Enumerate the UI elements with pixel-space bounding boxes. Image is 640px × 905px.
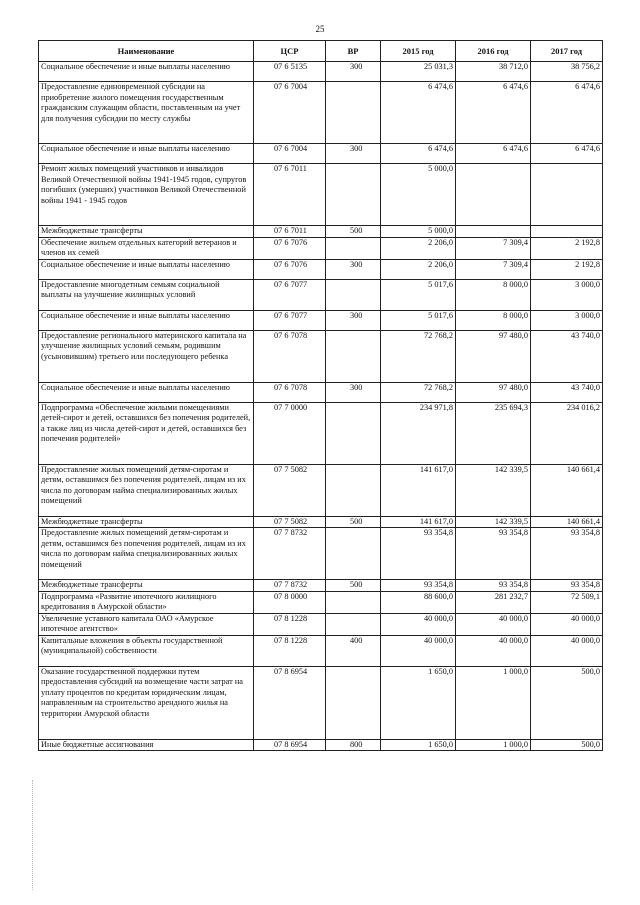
row-name: Предоставление жилых помещений детям-сиротам и детям, оставшимся без попечения родителей, лицам из их числа по договорам найма специализированных жилых помещений bbox=[39, 464, 254, 516]
row-name: Предоставление многодетным семьям социальной выплаты на улучшение жилищных условий bbox=[39, 279, 254, 310]
row-2017: 234 016,2 bbox=[531, 402, 603, 464]
header-2017: 2017 год bbox=[531, 41, 603, 62]
row-2016: 1 000,0 bbox=[456, 739, 531, 751]
row-vr bbox=[326, 330, 381, 382]
row-code: 07 6 7011 bbox=[254, 164, 326, 226]
row-vr: 500 bbox=[326, 226, 381, 238]
row-code: 07 7 5082 bbox=[254, 516, 326, 528]
row-code: 07 8 1228 bbox=[254, 635, 326, 666]
row-2015: 2 206,0 bbox=[381, 259, 456, 279]
row-2016: 7 309,4 bbox=[456, 259, 531, 279]
row-vr bbox=[326, 164, 381, 226]
row-2015: 40 000,0 bbox=[381, 635, 456, 666]
row-2017: 500,0 bbox=[531, 739, 603, 751]
row-code: 07 6 7077 bbox=[254, 279, 326, 310]
table-row bbox=[39, 382, 603, 402]
row-vr bbox=[326, 82, 381, 144]
row-2017: 40 000,0 bbox=[531, 635, 603, 666]
row-vr bbox=[326, 613, 381, 635]
table-row bbox=[39, 635, 603, 666]
row-code: 07 6 7004 bbox=[254, 82, 326, 144]
row-2015: 1 650,0 bbox=[381, 739, 456, 751]
row-name: Предоставление жилых помещений детям-сиротам и детям, оставшимся без попечения родителей, лицам из их числа по договорам найма специализированных жилых помещений bbox=[39, 528, 254, 580]
row-2016: 40 000,0 bbox=[456, 635, 531, 666]
row-vr bbox=[326, 666, 381, 739]
row-vr: 300 bbox=[326, 62, 381, 82]
row-2017: 38 756,2 bbox=[531, 62, 603, 82]
row-2015: 2 206,0 bbox=[381, 237, 456, 259]
table-row bbox=[39, 82, 603, 144]
budget-table bbox=[38, 40, 603, 751]
row-2015: 1 650,0 bbox=[381, 666, 456, 739]
row-name: Иные бюджетные ассигнования bbox=[39, 739, 254, 751]
row-2015: 25 031,3 bbox=[381, 62, 456, 82]
row-2017: 93 354,8 bbox=[531, 528, 603, 580]
row-2017 bbox=[531, 226, 603, 238]
row-2016: 6 474,6 bbox=[456, 144, 531, 164]
row-2015: 5 000,0 bbox=[381, 164, 456, 226]
table-row bbox=[39, 528, 603, 580]
row-2017: 6 474,6 bbox=[531, 82, 603, 144]
table-row bbox=[39, 580, 603, 592]
row-name: Обеспечение жильем отдельных категорий ветеранов и членов их семей bbox=[39, 237, 254, 259]
row-code: 07 6 7076 bbox=[254, 237, 326, 259]
row-vr: 500 bbox=[326, 580, 381, 592]
table-row bbox=[39, 226, 603, 238]
row-vr: 300 bbox=[326, 310, 381, 330]
row-2016: 97 480,0 bbox=[456, 382, 531, 402]
row-2017: 43 740,0 bbox=[531, 382, 603, 402]
row-2017: 40 000,0 bbox=[531, 613, 603, 635]
table-row bbox=[39, 591, 603, 613]
row-2016: 6 474,6 bbox=[456, 82, 531, 144]
row-2016: 142 339,5 bbox=[456, 516, 531, 528]
row-name: Социальное обеспечение и иные выплаты населению bbox=[39, 144, 254, 164]
table-row bbox=[39, 144, 603, 164]
header-csr: ЦСР bbox=[254, 41, 326, 62]
row-2015: 5 017,6 bbox=[381, 310, 456, 330]
row-code: 07 8 6954 bbox=[254, 739, 326, 751]
table-row bbox=[39, 613, 603, 635]
table-row bbox=[39, 259, 603, 279]
row-name: Предоставление регионального материнского капитала на улучшение жилищных условий семьям, родившим (усыновившим) третьего или последующего ребенка bbox=[39, 330, 254, 382]
row-code: 07 6 7078 bbox=[254, 330, 326, 382]
row-code: 07 8 1228 bbox=[254, 613, 326, 635]
row-name: Межбюджетные трансферты bbox=[39, 580, 254, 592]
row-2017: 140 661,4 bbox=[531, 464, 603, 516]
row-2015: 5 017,6 bbox=[381, 279, 456, 310]
row-vr bbox=[326, 591, 381, 613]
row-name: Социальное обеспечение и иные выплаты населению bbox=[39, 310, 254, 330]
row-2015: 72 768,2 bbox=[381, 382, 456, 402]
row-vr bbox=[326, 237, 381, 259]
row-vr bbox=[326, 528, 381, 580]
table-row bbox=[39, 666, 603, 739]
row-2016: 93 354,8 bbox=[456, 580, 531, 592]
table-row bbox=[39, 279, 603, 310]
row-vr: 400 bbox=[326, 635, 381, 666]
row-name: Ремонт жилых помещений участников и инвалидов Великой Отечественной войны 1941-1945 годов, супругов погибших (умерших) участников Великой Отечественной войны 1941 - 1945 годов bbox=[39, 164, 254, 226]
row-2016: 93 354,8 bbox=[456, 528, 531, 580]
row-2015: 88 600,0 bbox=[381, 591, 456, 613]
row-code: 07 6 7076 bbox=[254, 259, 326, 279]
row-vr: 300 bbox=[326, 144, 381, 164]
row-2017: 140 661,4 bbox=[531, 516, 603, 528]
row-2015: 141 617,0 bbox=[381, 464, 456, 516]
row-2017 bbox=[531, 164, 603, 226]
row-code: 07 7 5082 bbox=[254, 464, 326, 516]
header-2016: 2016 год bbox=[456, 41, 531, 62]
row-2015: 72 768,2 bbox=[381, 330, 456, 382]
row-code: 07 6 7077 bbox=[254, 310, 326, 330]
row-name: Межбюджетные трансферты bbox=[39, 516, 254, 528]
row-name: Межбюджетные трансферты bbox=[39, 226, 254, 238]
row-2017: 93 354,8 bbox=[531, 580, 603, 592]
table-row bbox=[39, 310, 603, 330]
row-code: 07 6 5135 bbox=[254, 62, 326, 82]
row-2016 bbox=[456, 226, 531, 238]
row-2017: 2 192,8 bbox=[531, 259, 603, 279]
row-code: 07 7 0000 bbox=[254, 402, 326, 464]
row-2015: 234 971,8 bbox=[381, 402, 456, 464]
header-name: Наименование bbox=[39, 41, 254, 62]
page-number: 25 bbox=[315, 24, 325, 34]
row-name: Предоставление единовременной субсидии на приобретение жилого помещения государственным гражданским служащим области, поставленным на учет для получения субсидии по месту службы bbox=[39, 82, 254, 144]
row-2016: 8 000,0 bbox=[456, 310, 531, 330]
row-2016: 8 000,0 bbox=[456, 279, 531, 310]
row-name: Оказание государственной поддержки путем предоставления субсидий на возмещение части затрат на уплату процентов по кредитам юридическим лицам, направленным на строительство арендного жилья на территории Амурской области bbox=[39, 666, 254, 739]
table-row bbox=[39, 330, 603, 382]
row-name: Увеличение уставного капитала ОАО «Амурское ипотечное агентство» bbox=[39, 613, 254, 635]
header-vr: ВР bbox=[326, 41, 381, 62]
row-2016: 1 000,0 bbox=[456, 666, 531, 739]
row-vr: 500 bbox=[326, 516, 381, 528]
row-2016: 281 232,7 bbox=[456, 591, 531, 613]
row-vr: 800 bbox=[326, 739, 381, 751]
row-2015: 6 474,6 bbox=[381, 144, 456, 164]
row-code: 07 6 7004 bbox=[254, 144, 326, 164]
row-2017: 72 509,1 bbox=[531, 591, 603, 613]
table-row bbox=[39, 237, 603, 259]
row-code: 07 7 8732 bbox=[254, 580, 326, 592]
row-name: Подпрограмма «Развитие ипотечного жилищного кредитования в Амурской области» bbox=[39, 591, 254, 613]
row-2016: 235 694,3 bbox=[456, 402, 531, 464]
row-2017: 3 000,0 bbox=[531, 279, 603, 310]
table-row bbox=[39, 739, 603, 751]
row-name: Социальное обеспечение и иные выплаты населению bbox=[39, 259, 254, 279]
header-2015: 2015 год bbox=[381, 41, 456, 62]
row-2016: 97 480,0 bbox=[456, 330, 531, 382]
row-2015: 93 354,8 bbox=[381, 528, 456, 580]
table-row bbox=[39, 464, 603, 516]
row-code: 07 7 8732 bbox=[254, 528, 326, 580]
row-name: Социальное обеспечение и иные выплаты населению bbox=[39, 62, 254, 82]
scan-edge-line bbox=[32, 780, 34, 890]
row-code: 07 6 7078 bbox=[254, 382, 326, 402]
row-vr: 300 bbox=[326, 259, 381, 279]
row-code: 07 6 7011 bbox=[254, 226, 326, 238]
row-2016: 38 712,0 bbox=[456, 62, 531, 82]
row-vr bbox=[326, 279, 381, 310]
row-2016: 40 000,0 bbox=[456, 613, 531, 635]
row-2017: 43 740,0 bbox=[531, 330, 603, 382]
row-name: Социальное обеспечение и иные выплаты населению bbox=[39, 382, 254, 402]
row-2015: 93 354,8 bbox=[381, 580, 456, 592]
table-header-row bbox=[39, 41, 603, 62]
row-code: 07 8 6954 bbox=[254, 666, 326, 739]
row-vr bbox=[326, 464, 381, 516]
row-2015: 6 474,6 bbox=[381, 82, 456, 144]
row-2017: 500,0 bbox=[531, 666, 603, 739]
row-vr bbox=[326, 402, 381, 464]
table-row bbox=[39, 516, 603, 528]
row-name: Подпрограмма «Обеспечение жилыми помещениями детей-сирот и детей, оставшихся без попечения родителей, а также лиц из числа детей-сирот и детей, оставшихся без попечения родителей» bbox=[39, 402, 254, 464]
row-2015: 141 617,0 bbox=[381, 516, 456, 528]
table-row bbox=[39, 62, 603, 82]
row-vr: 300 bbox=[326, 382, 381, 402]
table-row bbox=[39, 402, 603, 464]
row-2015: 5 000,0 bbox=[381, 226, 456, 238]
table-row bbox=[39, 164, 603, 226]
row-2016: 142 339,5 bbox=[456, 464, 531, 516]
row-2016 bbox=[456, 164, 531, 226]
row-name: Капитальные вложения в объекты государственной (муниципальной) собственности bbox=[39, 635, 254, 666]
row-2017: 2 192,8 bbox=[531, 237, 603, 259]
row-2017: 6 474,6 bbox=[531, 144, 603, 164]
row-2015: 40 000,0 bbox=[381, 613, 456, 635]
row-2016: 7 309,4 bbox=[456, 237, 531, 259]
row-2017: 3 000,0 bbox=[531, 310, 603, 330]
row-code: 07 8 0000 bbox=[254, 591, 326, 613]
